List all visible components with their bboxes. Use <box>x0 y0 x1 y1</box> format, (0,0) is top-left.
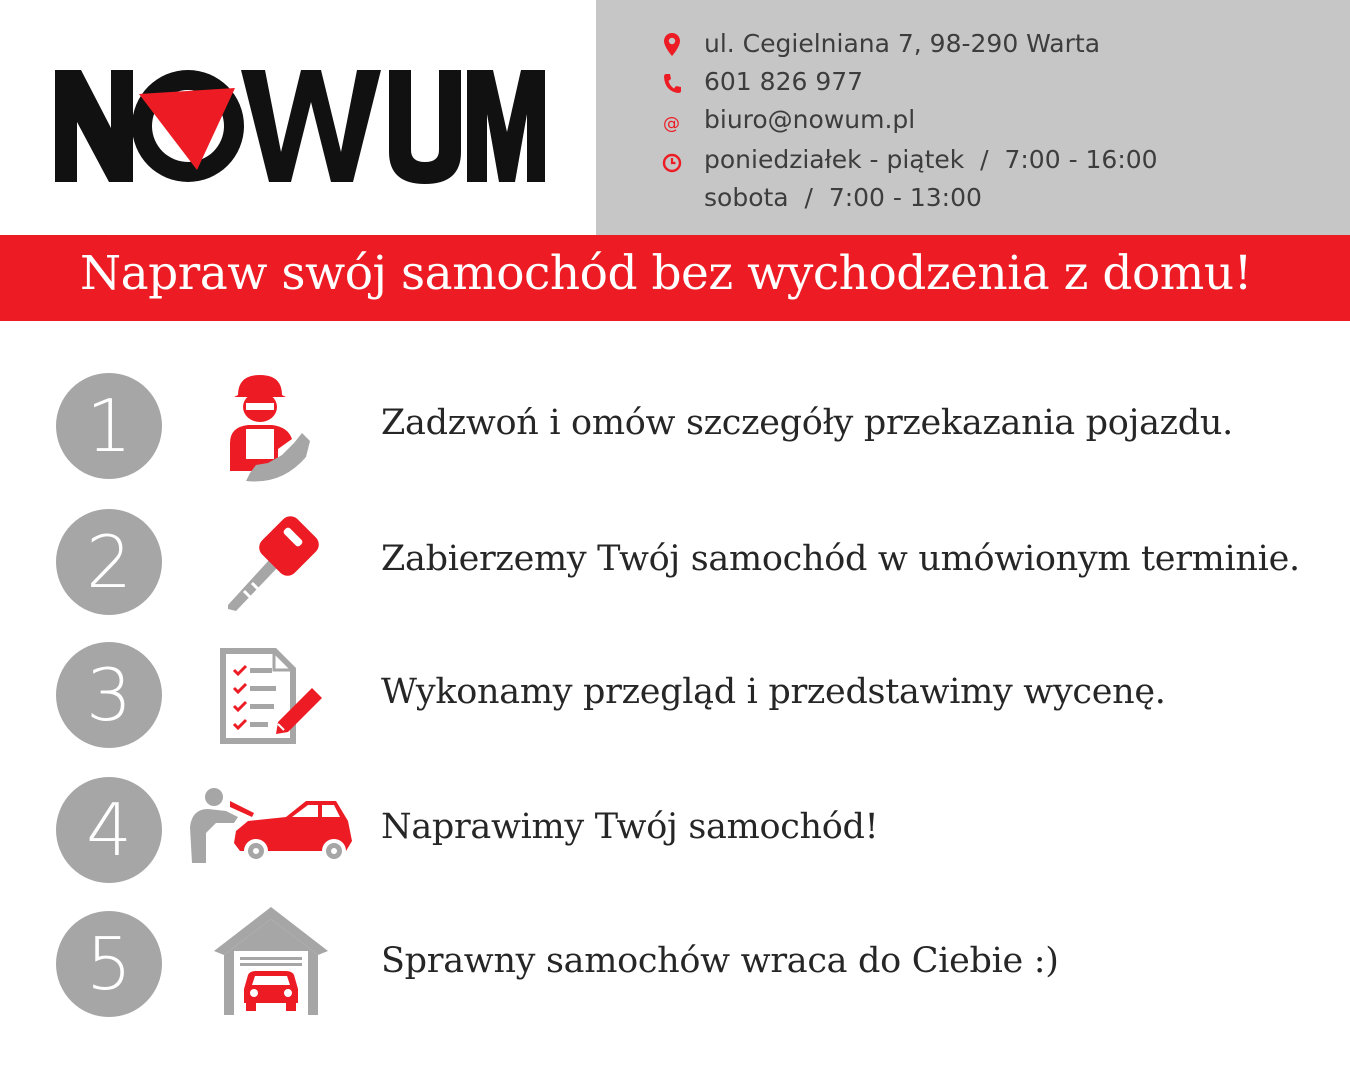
mechanic-phone-icon <box>222 373 318 483</box>
contact-address <box>704 31 1100 56</box>
headline-text: Napraw swój samochód bez wychodzenia z domu! <box>80 246 1252 301</box>
step-1 <box>0 373 1350 483</box>
car-repair-icon <box>186 787 356 869</box>
contact-phone[interactable] <box>704 69 863 94</box>
phone-icon <box>660 69 684 97</box>
step-5 <box>0 911 1350 1021</box>
contact-hours-weekday <box>704 147 1158 172</box>
step-number: 1 <box>86 384 132 468</box>
step-text: Wykonamy przegląd i przedstawimy wycenę. <box>381 672 1166 712</box>
step-text: Naprawimy Twój samochód! <box>381 807 879 847</box>
step-text: Zadzwoń i omów szczegóły przekazania pojazdu. <box>381 403 1233 443</box>
checklist-pen-icon <box>218 646 328 746</box>
at-sign-icon <box>660 107 684 135</box>
step-number-circle <box>56 777 162 883</box>
step-number-circle <box>56 373 162 479</box>
contact-hours-saturday <box>704 185 982 210</box>
location-pin-icon <box>660 31 684 59</box>
step-number: 4 <box>86 788 132 872</box>
step-number: 5 <box>86 922 132 1006</box>
headline-banner <box>0 235 1350 321</box>
step-text: Sprawny samochów wraca do Ciebie :) <box>381 941 1059 981</box>
step-number-circle <box>56 509 162 615</box>
hours-saturday-text: sobota / 7:00 - 13:00 <box>704 183 982 212</box>
svg-text:@: @ <box>663 114 680 134</box>
step-4 <box>0 777 1350 887</box>
contact-panel <box>596 0 1350 235</box>
nowum-logo <box>55 66 545 186</box>
step-number-circle <box>56 911 162 1017</box>
email-text: biuro@nowum.pl <box>704 105 916 134</box>
step-number-circle <box>56 642 162 748</box>
address-text: ul. Cegielniana 7, 98-290 Warta <box>704 29 1101 58</box>
contact-email[interactable] <box>663 105 916 134</box>
phone-text: 601 826 977 <box>704 67 864 96</box>
step-3 <box>0 642 1350 752</box>
step-number: 2 <box>86 520 132 604</box>
garage-car-icon <box>212 905 330 1017</box>
step-2 <box>0 509 1350 619</box>
hours-weekday-text: poniedziałek - piątek / 7:00 - 16:00 <box>704 145 1158 174</box>
car-key-icon <box>222 513 322 611</box>
step-number: 3 <box>86 653 132 737</box>
clock-icon <box>660 147 684 175</box>
step-text: Zabierzemy Twój samochód w umówionym terminie. <box>381 539 1300 579</box>
